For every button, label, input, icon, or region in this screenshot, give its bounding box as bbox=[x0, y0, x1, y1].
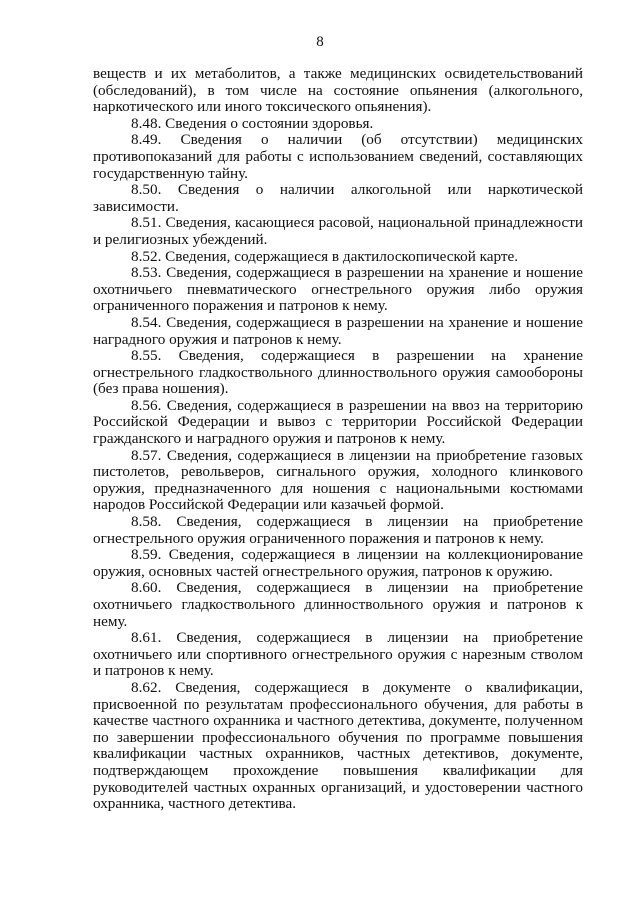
paragraph-number: 8.59. bbox=[131, 546, 162, 564]
paragraph-number: 8.49. bbox=[131, 131, 162, 149]
paragraph-number: 8.60. bbox=[131, 579, 162, 597]
paragraph-text: веществ и их метаболитов, а также медицинских освидетельствований (обследований), в том числе на состояние опьянения (алкогольного, наркотического или иного токсического опьянения). bbox=[93, 65, 583, 116]
paragraph-text: Сведения о наличии алкогольной или наркотической зависимости. bbox=[93, 181, 583, 215]
paragraph-8-56 bbox=[93, 398, 583, 448]
paragraph-text: Сведения, содержащиеся в лицензии на приобретение газовых пистолетов, револьверов, сигнального оружия, холодного клинкового оружия, предназначенного для ношения с национальными костюмами народов Российской Федерации или казачьей формой. bbox=[93, 446, 583, 514]
paragraph-text: Сведения, содержащиеся в лицензии на приобретение охотничьего или спортивного огнестрельного оружия с нарезным стволом и патронов к нему. bbox=[93, 629, 583, 680]
paragraph-number: 8.56. bbox=[131, 396, 162, 414]
document-body bbox=[93, 66, 583, 813]
paragraph-text: Сведения, содержащиеся в разрешении на хранение и ношение наградного оружия и патронов к нему. bbox=[93, 313, 584, 348]
paragraph-8-54 bbox=[93, 315, 583, 348]
paragraph-text: Сведения, содержащиеся в разрешении на ввоз на территорию Российской Федерации и вывоз с территории Российской Федерации гражданского и наградного оружия и патронов к нему. bbox=[93, 396, 583, 448]
paragraph-8-61 bbox=[93, 630, 583, 680]
paragraph-number: 8.52. bbox=[131, 247, 162, 265]
paragraph-number: 8.53. bbox=[131, 264, 162, 282]
paragraph-text: Сведения о состоянии здоровья. bbox=[165, 114, 374, 132]
paragraph-number: 8.57. bbox=[131, 446, 162, 464]
paragraph-text: Сведения, содержащиеся в лицензии на коллекционирование оружия, основных частей огнестрельного оружия, патронов к оружию. bbox=[93, 546, 583, 580]
paragraph-number: 8.51. bbox=[131, 214, 162, 232]
paragraph-text: Сведения, содержащиеся в дактилоскопической карте. bbox=[165, 247, 519, 265]
paragraph-text: Сведения, касающиеся расовой, национальной принадлежности и религиозных убеждений. bbox=[93, 214, 583, 248]
paragraph-8-57 bbox=[93, 448, 583, 514]
paragraph-number: 8.58. bbox=[131, 513, 162, 531]
paragraph-8-58 bbox=[93, 514, 583, 547]
paragraph-number: 8.62. bbox=[131, 678, 162, 696]
paragraph-text: Сведения, содержащиеся в лицензии на приобретение охотничьего гладкоствольного длинноствольного оружия и патронов к нему. bbox=[93, 579, 583, 630]
paragraph-8-50 bbox=[93, 182, 583, 215]
paragraph-8-52 bbox=[93, 249, 583, 266]
paragraph-text: Сведения, содержащиеся в лицензии на приобретение огнестрельного оружия ограниченного поражения и патронов к нему. bbox=[93, 513, 583, 547]
paragraph-text: Сведения, содержащиеся в разрешении на хранение огнестрельного гладкоствольного длинноствольного оружия самообороны (без права ношения). bbox=[93, 347, 583, 398]
paragraph-number: 8.54. bbox=[131, 313, 162, 331]
paragraph-8-51 bbox=[93, 215, 583, 248]
paragraph-8-62 bbox=[93, 680, 583, 813]
paragraph-8-48 bbox=[93, 116, 583, 133]
paragraph-number: 8.48. bbox=[131, 114, 162, 132]
paragraph-number: 8.50. bbox=[131, 181, 162, 199]
paragraph-8-59 bbox=[93, 547, 583, 580]
paragraph-number: 8.55. bbox=[131, 347, 162, 365]
paragraph-text: Сведения, содержащиеся в разрешении на хранение и ношение охотничьего пневматического огнестрельного оружия либо оружия ограниченного поражения и патронов к нему. bbox=[93, 264, 584, 315]
paragraph-text: Сведения, содержащиеся в документе о квалификации, присвоенной по результатам профессионального обучения, для работы в качестве частного охранника и частного детектива, документе, полученном по завершении профессионального обучения по программе повышения квалификации частных охранников, частных детективов, документе, подтверждающем прохождение повышения квалификации для руководителей частных охранных организаций, и удостоверении частного охранника, частного детектива. bbox=[93, 678, 583, 813]
page-number: 8 bbox=[316, 34, 324, 50]
paragraph-8-60 bbox=[93, 580, 583, 630]
paragraph-8-53 bbox=[93, 265, 583, 315]
paragraph-8-55 bbox=[93, 348, 583, 398]
paragraph-text: Сведения о наличии (об отсутствии) медицинских противопоказаний для работы с использованием сведений, составляющих государственную тайну. bbox=[93, 131, 583, 182]
paragraph-number: 8.61. bbox=[131, 629, 162, 647]
paragraph-8-49 bbox=[93, 132, 583, 182]
paragraph-continuation bbox=[93, 66, 583, 116]
